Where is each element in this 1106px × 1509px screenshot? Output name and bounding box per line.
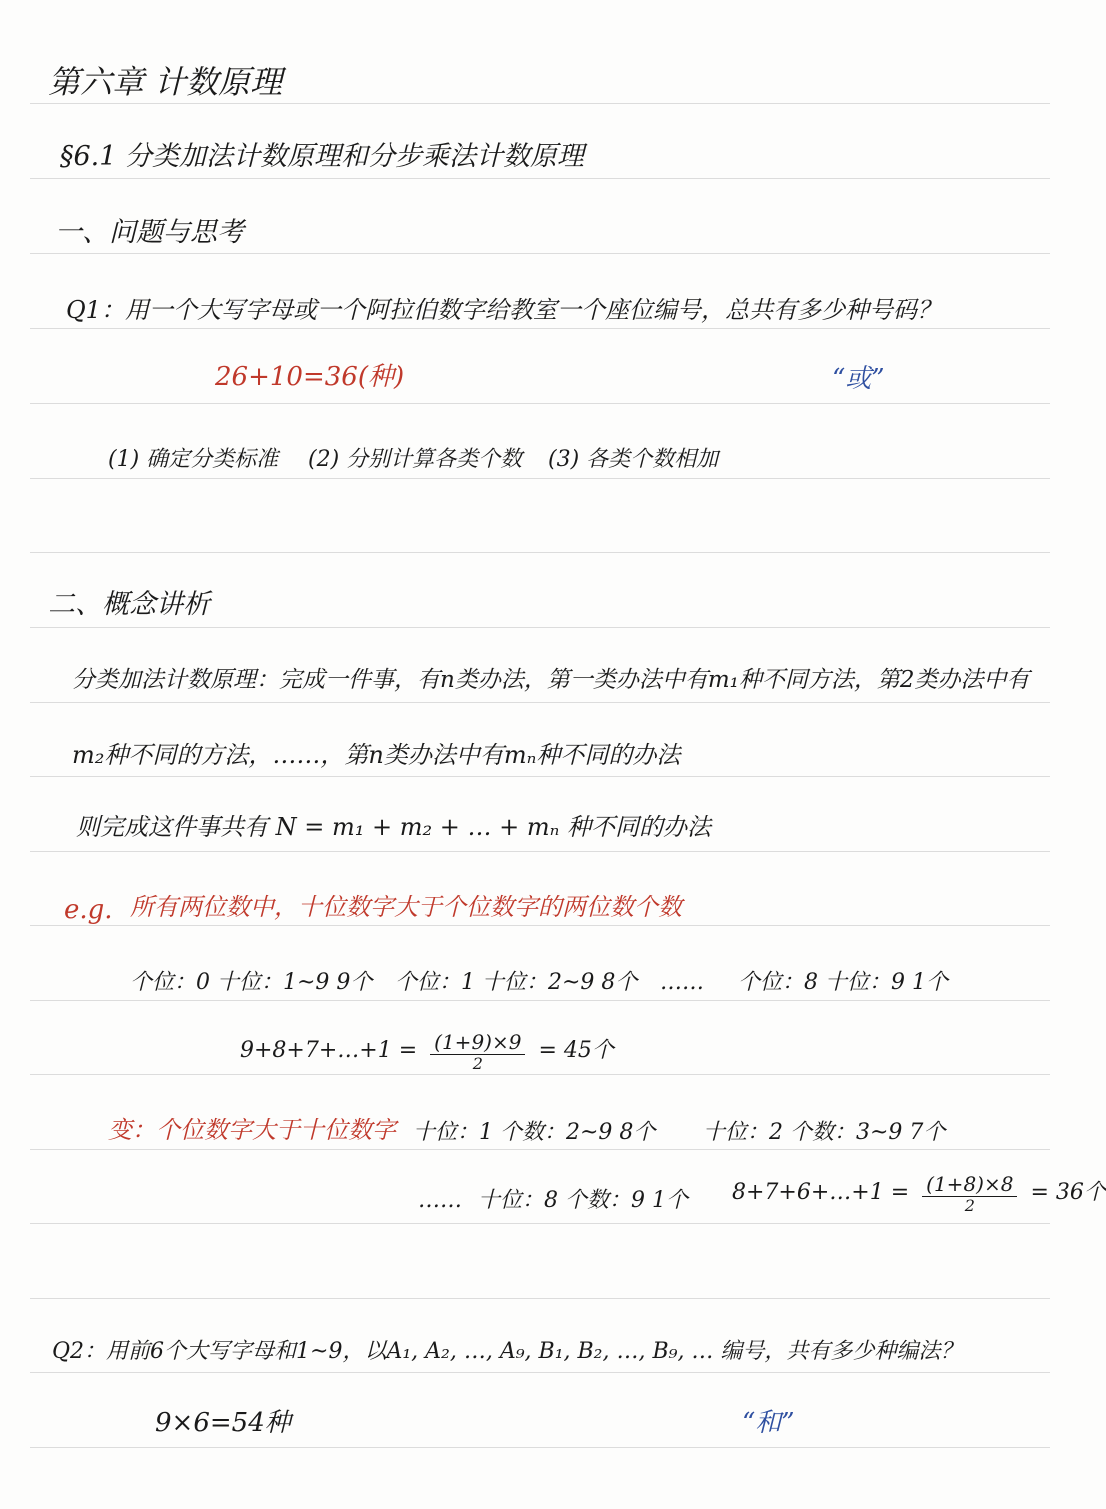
ruled-line xyxy=(30,702,1050,703)
example-fraction-numerator: (1+9)×9 xyxy=(430,1030,525,1055)
example-sum xyxy=(240,1028,614,1074)
ruled-line xyxy=(30,328,1050,329)
variant-sum-left: 8+7+6+…+1 = xyxy=(732,1180,910,1205)
q2-question: Q2：用前6个大写字母和1~9，以A₁, A₂, …, A₉, B₁, B₂, …, B₉, … 编号，共有多少种编法？ xyxy=(52,1339,963,1364)
ruled-line xyxy=(30,103,1050,104)
variant-fraction xyxy=(922,1172,1017,1215)
q1-answer: 26+10=36(种) xyxy=(215,362,405,392)
definition-line-1: 分类加法计数原理：完成一件事，有n类办法，第一类办法中有m₁种不同方法，第2类办法中有 xyxy=(72,667,1030,693)
ruled-line xyxy=(30,851,1050,852)
chapter-title: 第六章 计数原理 xyxy=(48,63,283,101)
example-sum-right: = 45个 xyxy=(538,1038,614,1063)
ruled-line xyxy=(30,1447,1050,1448)
ruled-line xyxy=(30,627,1050,628)
ruled-line xyxy=(30,1223,1050,1224)
example-text: 所有两位数中，十位数字大于个位数字的两位数个数 xyxy=(130,893,682,921)
definition-line-3: 则完成这件事共有 N = m₁ + m₂ + … + mₙ 种不同的办法 xyxy=(76,813,711,841)
example-sum-left: 9+8+7+…+1 = xyxy=(240,1038,418,1063)
ruled-line xyxy=(30,1149,1050,1150)
variant-sum-right: = 36个 xyxy=(1030,1180,1106,1205)
example-dots: …… xyxy=(660,970,704,995)
variant-sum xyxy=(732,1170,1106,1216)
ruled-line xyxy=(30,1000,1050,1001)
example-case-1: 个位：0 十位：1~9 9个 xyxy=(130,970,373,995)
step-3: (3) 各类个数相加 xyxy=(548,447,719,472)
example-fraction-denominator: 2 xyxy=(472,1053,483,1073)
variant-fraction-denominator: 2 xyxy=(964,1195,975,1215)
q2-keyword: “和” xyxy=(742,1408,795,1438)
q1-question: Q1：用一个大写字母或一个阿拉伯数字给教室一个座位编号，总共有多少种号码？ xyxy=(66,296,941,324)
q1-keyword: “或” xyxy=(832,364,885,394)
example-case-2: 个位：1 十位：2~9 8个 xyxy=(395,970,638,995)
ruled-line xyxy=(30,253,1050,254)
step-2: (2) 分别计算各类个数 xyxy=(308,447,523,472)
variant-case-1: 十位：1 个数：2~9 8个 xyxy=(413,1120,656,1145)
example-label: e.g. xyxy=(64,895,113,925)
part2-heading: 二、概念讲析 xyxy=(48,589,210,620)
ruled-line xyxy=(30,552,1050,553)
step-1: (1) 确定分类标准 xyxy=(108,447,279,472)
ruled-line xyxy=(30,776,1050,777)
ruled-line xyxy=(30,403,1050,404)
variant-case-3: 十位：8 个数：9 1个 xyxy=(478,1188,688,1213)
ruled-line xyxy=(30,178,1050,179)
variant-case-2: 十位：2 个数：3~9 7个 xyxy=(703,1120,946,1145)
ruled-line xyxy=(30,1298,1050,1299)
ruled-line xyxy=(30,478,1050,479)
variant-dots: …… xyxy=(418,1188,462,1213)
example-case-3: 个位：8 十位：9 1个 xyxy=(738,970,948,995)
ruled-line xyxy=(30,1372,1050,1373)
section-title: §6.1 分类加法计数原理和分步乘法计数原理 xyxy=(60,141,585,172)
variant-fraction-numerator: (1+8)×8 xyxy=(922,1172,1017,1197)
part1-heading: 一、问题与思考 xyxy=(55,217,244,248)
q2-answer: 9×6=54种 xyxy=(155,1408,291,1438)
ruled-line xyxy=(30,925,1050,926)
example-fraction xyxy=(430,1030,525,1073)
variant-label: 变：个位数字大于十位数字 xyxy=(108,1116,396,1144)
ruled-line xyxy=(30,1074,1050,1075)
definition-line-2: m₂种不同的方法，……，第n类办法中有mₙ种不同的办法 xyxy=(72,741,681,769)
